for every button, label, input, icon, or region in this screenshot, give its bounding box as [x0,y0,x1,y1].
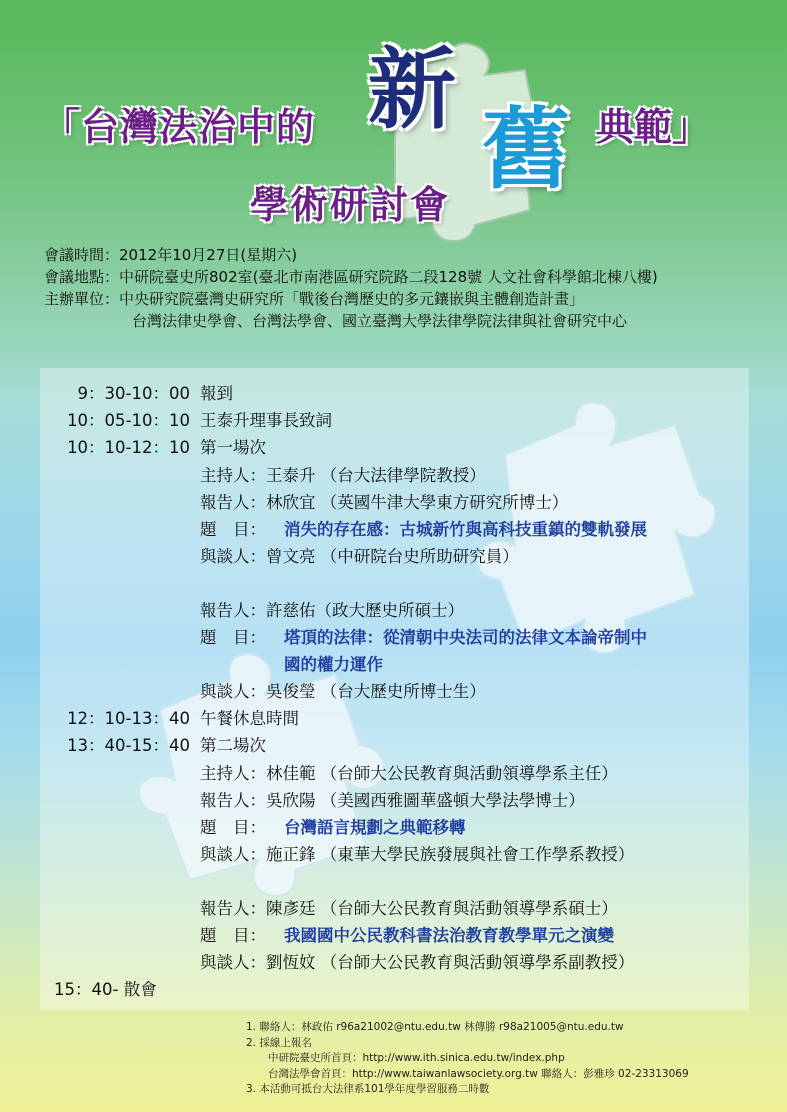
conference-info [44,244,658,332]
schedule-time: 10：05-10：10 [67,411,190,430]
info-host-value1: 中央研究院臺灣史研究所「戰後台灣歷史的多元鑲嵌與主體創造計畫」 [119,290,585,308]
info-host-value2: 台灣法律史學會、台灣法學會、國立臺灣大學法律學院法律與社會研究中心 [132,312,628,330]
schedule-time: 13：40-15：40 [67,736,190,755]
schedule-label: 報到 [200,384,233,403]
session2-topic-label: 題 目： [200,818,266,837]
info-time-value: 2012年10月27日(星期六) [119,246,298,264]
schedule-label: 王泰升理事長致詞 [200,411,332,430]
page-subtitle: 學術研討會 [250,183,451,227]
session1-discussant-text: 與談人：曾文亮 （中研院台史所助研究員） [200,547,519,566]
session2b-discussant-text: 與談人：劉恆妏 （台師大公民教育與活動領導學系副教授） [200,953,635,972]
session2b-topic-text: 我國國中公民教科書法治教育教學單元之演變 [284,926,614,945]
session1b-discussant-text: 與談人：吳俊瑩 （台大歷史所博士生） [200,682,486,701]
schedule-time: 12：10-13：40 [67,709,190,728]
footer-credit: 3. 本活動可抵台大法律系101學年度學習服務二時數 [246,1083,490,1095]
title-jiu: 舊 [482,97,571,201]
session2-discussant-text: 與談人：施正鋒 （東華大學民族發展與社會工作學系教授） [200,845,635,864]
schedule-label: 午餐休息時間 [200,709,299,728]
schedule-time: 15：40- 散會 [54,980,157,999]
schedule-time: 9：30-10：00 [77,384,190,403]
footer-notes [246,1020,689,1098]
title-xin: 新 [368,37,457,141]
footer-registration: 2. 採線上報名 [246,1036,312,1049]
info-time-label: 會議時間： [44,246,120,264]
title-line1: 「台灣法治中的 [42,105,316,149]
session2b-topic-label: 題 目： [200,926,266,945]
info-place-value: 中研院臺史所802室(臺北市南港區研究院路二段128號 人文社會科學館北棟八樓) [119,268,658,286]
session1-reporter-text: 報告人：林欣宜 （英國牛津大學東方研究所博士） [200,493,569,512]
schedule-label: 第一場次 [200,438,266,457]
footer-ith-link[interactable]: 中研院臺史所首頁：http://www.ith.sinica.edu.tw/index.php [268,1052,565,1064]
info-host-label: 主辦單位： [44,290,120,308]
info-host-row2 [44,310,658,332]
session2-host-text: 主持人：林佳範 （台師大公民教育與活動領導學系主任） [200,764,618,783]
schedule-label: 第二場次 [200,736,266,755]
schedule-time: 10：10-12：10 [67,438,190,457]
session1b-topic-label: 題 目： [200,628,266,647]
footer-contact: 1. 聯絡人：林政佑 r96a21002@ntu.edu.tw 林傳勝 r98a21005@ntu.edu.tw [246,1021,624,1033]
session1-topic-label: 題 目： [200,520,266,539]
footer-society-link[interactable]: 台灣法學會首頁：http://www.taiwanlawsociety.org.tw 聯絡人：彭雅珍 02-23313069 [268,1067,689,1080]
info-place-label: 會議地點： [44,268,120,286]
session1b-topic-text: 塔頂的法律：從清朝中央法司的法律文本論帝制中 [284,628,647,647]
session1-host-text: 主持人：王泰升 （台大法律學院教授） [200,466,486,485]
session2-reporter-text: 報告人：吳欣陽 （美國西雅圖華盛頓大學法學博士） [200,791,585,810]
info-host-row [44,288,658,310]
session2-topic-text: 台灣語言規劃之典範移轉 [284,818,466,837]
session1b-reporter-text: 報告人：許慈佑（政大歷史所碩士） [200,601,464,620]
session1b-topic-text2: 國的權力運作 [284,655,383,674]
info-time-row [44,244,658,266]
title-tail: 典範」 [596,105,711,149]
session1-topic-text: 消失的存在感：古城新竹與高科技重鎮的雙軌發展 [284,520,647,539]
schedule-panel [40,368,749,1010]
info-place-row [44,266,658,288]
session2b-reporter-text: 報告人：陳彥廷 （台師大公民教育與活動領導學系碩士） [200,899,618,918]
